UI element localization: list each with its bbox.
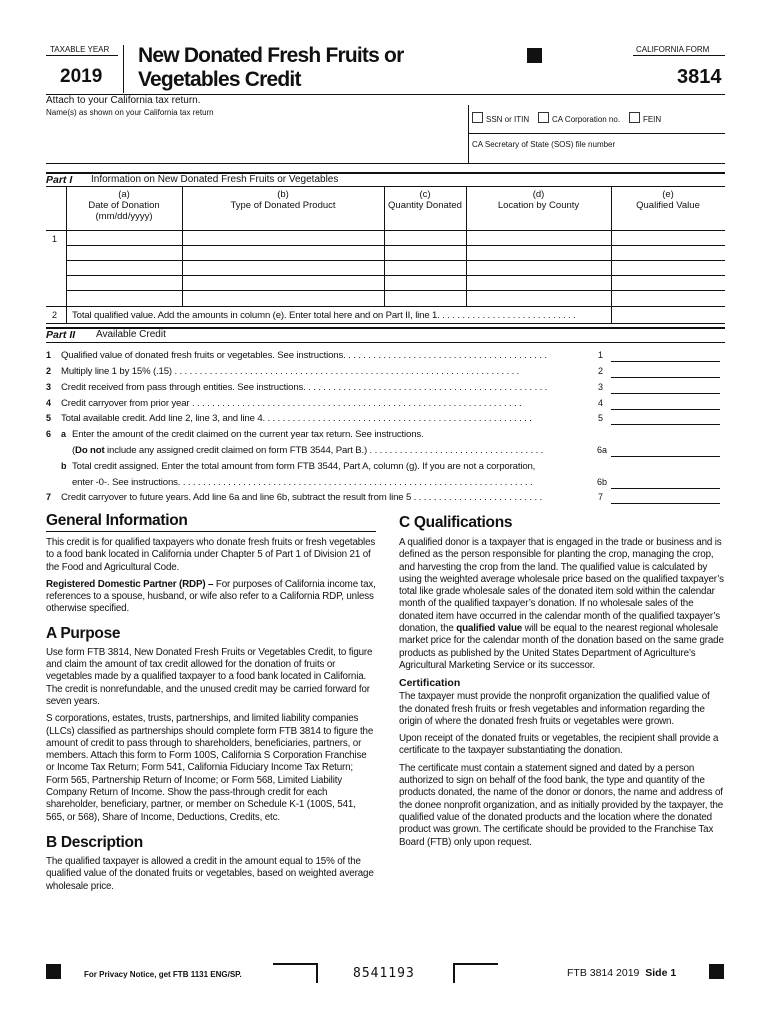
tax-year: 2019 bbox=[60, 66, 103, 87]
p2-line3-box: 3 bbox=[598, 382, 604, 392]
footer-form-id: FTB 3814 2019 Side 1 bbox=[567, 967, 677, 979]
certification-p3: The certificate must contain a statement signed and dated by a person authorized to sign on behalf of the food bank, the type and quantity of the products donated, the name of the donor or donors, the name and address of the donee nonprofit organization, and as initially provided by the taxpayer, the qualified value of the donated products and the location where the donated product was grown. The certificate should be provided to the Franchise Tax Board (FTB) only upon request. bbox=[399, 762, 724, 848]
description-heading: B Description bbox=[46, 833, 143, 851]
p2-line6b-letter: b bbox=[61, 461, 67, 471]
fein-checkbox[interactable] bbox=[629, 112, 640, 123]
purpose-heading: A Purpose bbox=[46, 624, 121, 642]
privacy-notice: For Privacy Notice, get FTB 1131 ENG/SP. bbox=[84, 970, 242, 979]
part1-title: Information on New Donated Fresh Fruits or Vegetables bbox=[91, 174, 339, 185]
form-number: 3814 bbox=[677, 66, 722, 88]
p2-line6b-text2: enter -0-. See instructions. . . . . . . . . . . . . . . . . . . . . . . . . . . . . . . . . . . . . . . . . . . . . . . . . . . . . . . . . . . . . . . . . . . . . . . bbox=[72, 477, 533, 488]
taxable-year-label: TAXABLE YEAR bbox=[50, 45, 110, 54]
description-p1: The qualified taxpayer is allowed a credit in the amount equal to 15% of the qualified value of the donated fruits or vegetables, based on weighted average wholesale price. bbox=[46, 855, 374, 892]
total-qualified-value-input[interactable] bbox=[612, 307, 724, 322]
name-input[interactable] bbox=[48, 120, 464, 134]
location-by-county-cells[interactable] bbox=[467, 231, 610, 305]
col-b-header: (b) Type of Donated Product bbox=[230, 189, 336, 211]
rdp-paragraph: Registered Domestic Partner (RDP) – For purposes of California income tax, references to a spouse, husband, or wife also refer to a California RDP, unless otherwise specified. bbox=[46, 578, 376, 615]
p2-line6a-input[interactable] bbox=[611, 456, 720, 457]
p2-line7-box: 7 bbox=[598, 492, 604, 502]
p2-line5-input[interactable] bbox=[611, 424, 720, 425]
part1-row2-text: Total qualified value. Add the amounts in column (e). Enter total here and on Part II, line 1. . . . . . . . . . . . . . . . . . . . . . . . . . . . bbox=[72, 310, 576, 321]
col-e-header: (e) Qualified Value bbox=[636, 189, 700, 211]
footer-mark-left bbox=[46, 964, 61, 979]
ssn-checkbox[interactable] bbox=[472, 112, 483, 123]
p2-line5-num: 5 bbox=[46, 413, 52, 423]
p2-line7-text: Credit carryover to future years. Add line 6a and line 6b, subtract the result from line 5 . . . . . . . . . . . . . . . . . . . . . . . . . . bbox=[61, 492, 542, 503]
p2-line1-box: 1 bbox=[598, 350, 604, 360]
col-a-header: (a) Date of Donation (mm/dd/yyyy) bbox=[88, 189, 160, 222]
p2-line6a-text2: (Do not include any assigned credit claimed on form FTB 3544, Part B.) . . . . . . . . . . . . . . . . . . . . . . . . . . . . . . . . . . . bbox=[72, 445, 544, 456]
part1-row1-num: 1 bbox=[52, 234, 58, 244]
p2-line3-input[interactable] bbox=[611, 393, 720, 394]
qualifications-heading: C Qualifications bbox=[399, 514, 513, 531]
form-title-line1: New Donated Fresh Fruits or bbox=[138, 44, 404, 67]
p2-line6b-box: 6b bbox=[597, 477, 608, 487]
col-c-header: (c) Quantity Donated bbox=[388, 189, 462, 211]
p2-line4-box: 4 bbox=[598, 398, 604, 408]
p2-line5-text: Total available credit. Add line 2, line 3, and line 4. . . . . . . . . . . . . . . . . . . . . . . . . . . . . . . . . . . . . . . . . . . . . . . . . . . . . . bbox=[61, 413, 532, 424]
p2-line3-text: Credit received from pass through entities. See instructions. . . . . . . . . . . . . . . . . . . . . . . . . . . . . . . . . . . . . . . . . . . . . . . . . bbox=[61, 382, 548, 393]
date-of-donation-cells[interactable] bbox=[67, 231, 181, 305]
footer-mark-right bbox=[709, 964, 724, 979]
form-code: 8541193 bbox=[353, 966, 415, 981]
qualifications-p1: A qualified donor is a taxpayer that is engaged in the trade or business and is defined as the person responsible for planting the crop, managing the crop, and harvesting the crop from the land. The qualified value is calculated by using the weighted average wholesale price based on the qualified taxpayer’s total like grade wholesale sales of the donated item sold within the calendar month of the qualified taxpayer’s donation. If no wholesale sales of the donated item have occurred in the calendar month of the qualified taxpayer’s donation, the qualified value will be equal to the nearest regional wholesale market price for the calendar month of the donation based on the same grade products as published by the United States Department of Agriculture’s Agricultural Marketing Service or its successor. bbox=[399, 537, 724, 671]
sos-label: CA Secretary of State (SOS) file number bbox=[472, 140, 616, 149]
names-label: Name(s) as shown on your California tax return bbox=[46, 108, 214, 117]
general-information-heading: General Information bbox=[46, 512, 188, 529]
form-title-line2: Vegetables Credit bbox=[138, 68, 301, 91]
attach-instruction: Attach to your California tax return. bbox=[46, 95, 201, 106]
purpose-p1: Use form FTB 3814, New Donated Fresh Fruits or Vegetables Credit, to figure and claim the amount of tax credit allowed for the donation of fruits or vegetables made by a qualified taxpayer to a food bank located in California. The credit is nonrefundable, and the unused credit may be carried forward for seven years. bbox=[46, 646, 373, 707]
p2-line4-input[interactable] bbox=[611, 409, 720, 410]
part2-tag: Part II bbox=[46, 329, 76, 341]
p2-line7-input[interactable] bbox=[611, 503, 720, 504]
p2-line4-num: 4 bbox=[46, 398, 52, 408]
p2-line7-num: 7 bbox=[46, 492, 52, 502]
qualified-value-cells[interactable] bbox=[612, 231, 724, 305]
p2-line2-input[interactable] bbox=[611, 377, 720, 378]
p2-line6-num: 6 bbox=[46, 429, 52, 439]
p2-line1-text: Qualified value of donated fresh fruits or vegetables. See instructions. . . . . . . . . . . . . . . . . . . . . . . . . . . . . . . . . . . . . . . . . bbox=[61, 350, 547, 361]
p2-line2-text: Multiply line 1 by 15% (.15) . . . . . . . . . . . . . . . . . . . . . . . . . . . . . . . . . . . . . . . . . . . . . . . . . . . . . . . . . . . . . . . . . . . . . bbox=[61, 366, 520, 377]
p2-line2-box: 2 bbox=[598, 366, 604, 376]
p2-line4-text: Credit carryover from prior year . . . . . . . . . . . . . . . . . . . . . . . . . . . . . . . . . . . . . . . . . . . . . . . . . . . . . . . . . . . . . . . . . . bbox=[61, 398, 522, 409]
general-information-section bbox=[46, 512, 376, 898]
p2-line6a-box: 6a bbox=[597, 445, 608, 455]
purpose-p2: S corporations, estates, trusts, partnerships, and limited liability companies (LLCs) classified as partnerships should complete form FTB 3814 to figure the amount of credit to pass through to shareholders, beneficiaries, partners, or members. Attach this form to Form 100S, California S Corporation Franchise or Income Tax Return; Form 541, California Fiduciary Income Tax Return; Form 565, Partnership Return of Income; or Form 568, Limited Liability Company Return of Income. Show the pass-through credit for each shareholder, beneficiary, partner, or member on Schedule K-1 (100S, 541, 565, or 568), Share of Income, Deductions, Credits, etc. bbox=[46, 713, 374, 823]
p2-line6b-input[interactable] bbox=[611, 488, 720, 489]
p2-line1-num: 1 bbox=[46, 350, 52, 360]
part2-title: Available Credit bbox=[96, 329, 166, 340]
p2-line1-input[interactable] bbox=[611, 361, 720, 362]
qualifications-section bbox=[399, 514, 725, 854]
p2-line2-num: 2 bbox=[46, 366, 52, 376]
p2-line6b-text1: Total credit assigned. Enter the total amount from form FTB 3544, Part A, column (g). If you are not a corporation, bbox=[72, 461, 536, 472]
p2-line6a-text1: Enter the amount of the credit claimed on the current year tax return. See instructions. bbox=[72, 429, 424, 440]
id-type-checkboxes: SSN or ITIN CA Corporation no. FEIN bbox=[472, 112, 661, 124]
p2-line6a-letter: a bbox=[61, 429, 67, 439]
part1-tag: Part I bbox=[46, 174, 73, 186]
california-form-label: CALIFORNIA FORM bbox=[636, 45, 710, 54]
p2-line3-num: 3 bbox=[46, 382, 52, 392]
p2-line5-box: 5 bbox=[598, 413, 604, 423]
certification-p1: The taxpayer must provide the nonprofit organization the qualified value of the donated fresh fruits or fresh vegetables and information regarding the origin of where the donated fresh fruits or vegetables were grown. bbox=[399, 691, 710, 727]
registration-mark bbox=[527, 48, 542, 63]
ca-corp-checkbox[interactable] bbox=[538, 112, 549, 123]
part1-row2-num: 2 bbox=[52, 310, 58, 320]
sos-input[interactable] bbox=[472, 150, 722, 162]
quantity-donated-cells[interactable] bbox=[385, 231, 465, 305]
col-d-header: (d) Location by County bbox=[497, 189, 580, 211]
certification-p2: Upon receipt of the donated fruits or vegetables, the recipient shall provide a certificate to the taxpayer substantiating the donation. bbox=[399, 733, 719, 757]
type-of-product-cells[interactable] bbox=[183, 231, 383, 305]
general-p1: This credit is for qualified taxpayers who donate fresh fruits or fresh vegetables to a food bank located in California under Chapter 5 of Part 1 of Division 21 of the Food and Agricultural Code. bbox=[46, 537, 376, 573]
certification-heading: Certification bbox=[399, 677, 461, 690]
